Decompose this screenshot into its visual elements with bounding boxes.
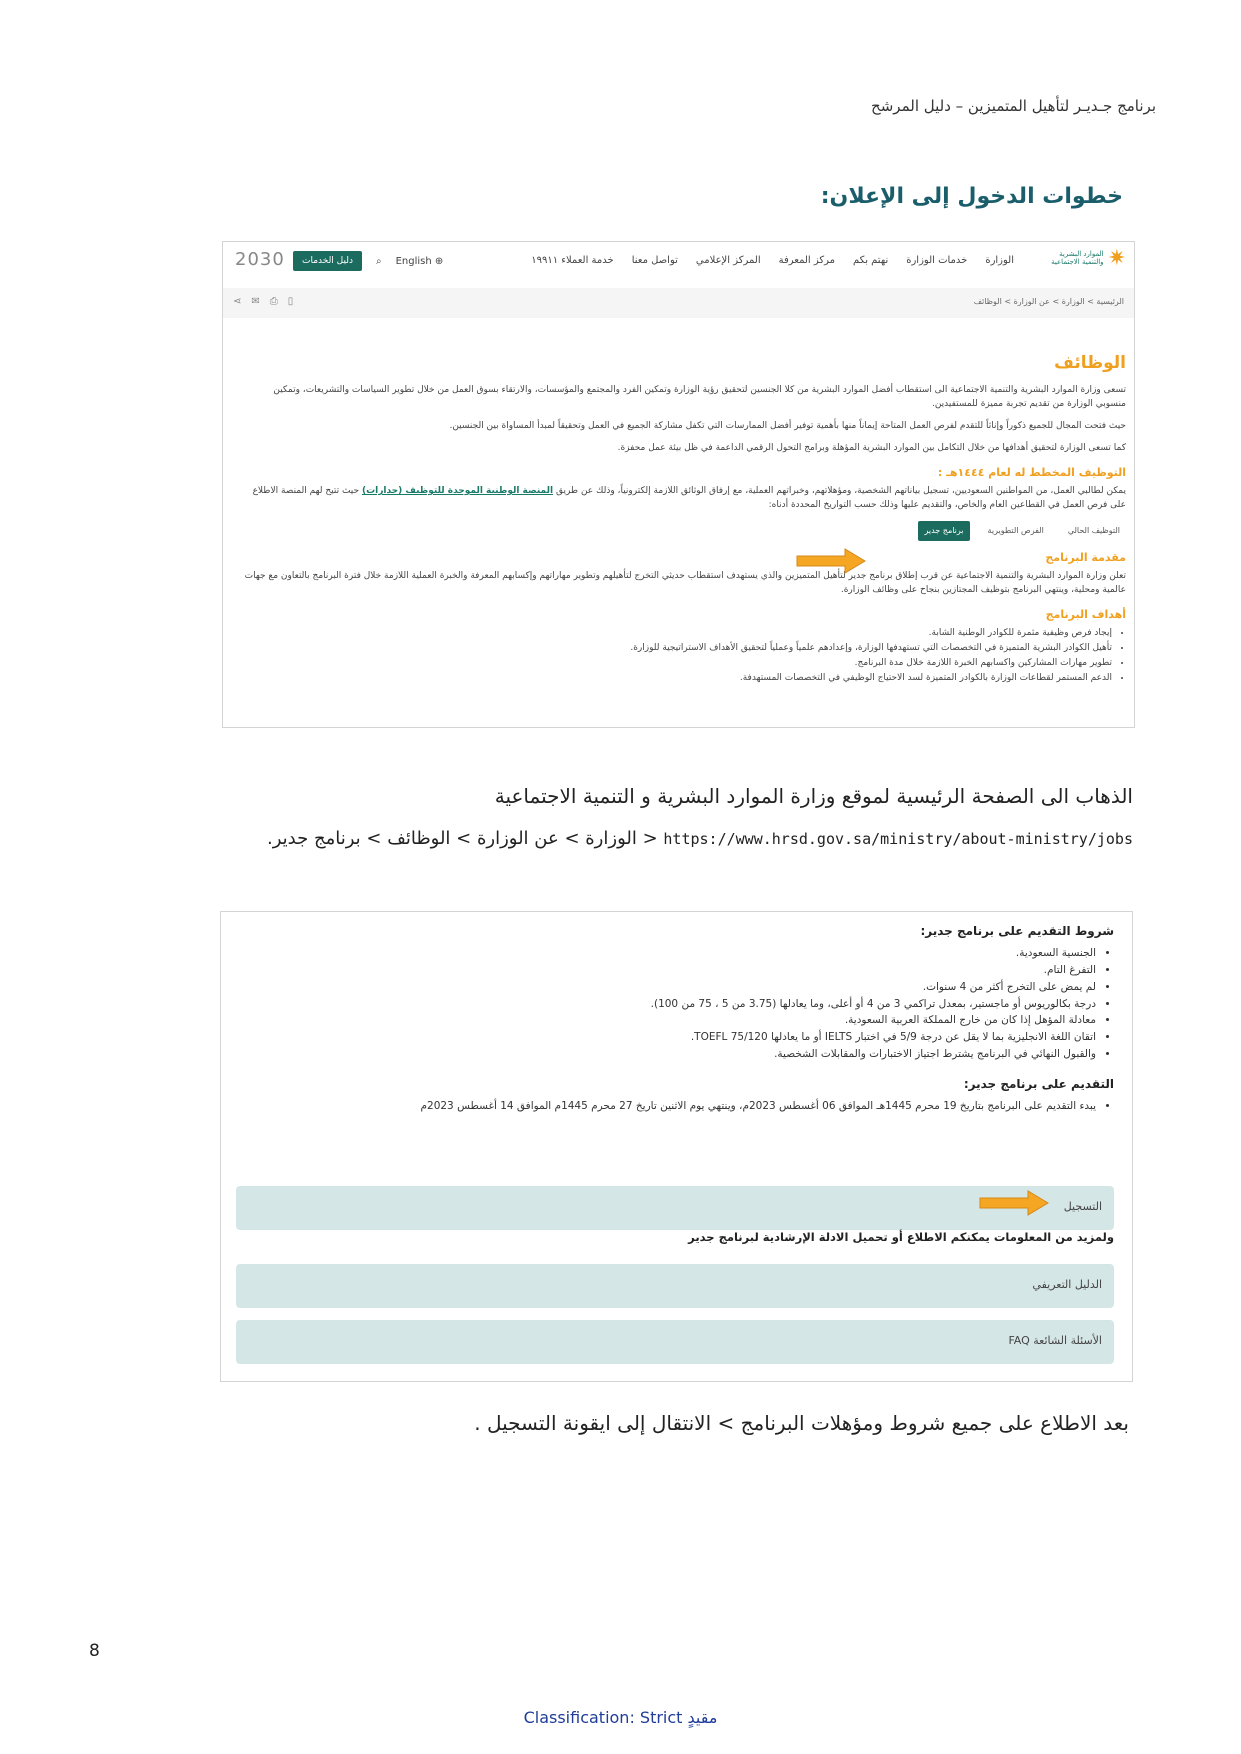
conditions-content [237,918,1114,1115]
jobs-url[interactable]: https://www.hrsd.gov.sa/ministry/about-ministry/jobs [663,830,1133,848]
bookmark-icon[interactable]: ▯ [287,296,304,307]
jadeer-conditions-screenshot [220,911,1133,1382]
logo-text: الموارد البشرية والتنمية الاجتماعية [1051,250,1104,266]
list-item: • لم يمض على التخرج أكثر من 4 سنوات. [237,979,1096,996]
list-item: • تأهيل الكوادر البشرية المتميزة في التخصصات التي تستهدفها الوزارة، وإعدادهم علمياً وعملياً لتحقيق الأهداف الاستراتيجية للوزارة. [241,642,1112,656]
menu-item-contact[interactable]: تواصل معنا [631,255,678,266]
page-number: 8 [89,1641,100,1661]
tab-development[interactable]: الفرص التطويرية [987,526,1044,536]
program-goals-list [241,627,1126,686]
jobs-tabs [241,521,1126,541]
globe-icon: ⊕ [434,255,444,267]
search-icon[interactable]: ⌕ [375,255,382,267]
main-menu [531,255,1014,266]
faq-button[interactable] [236,1320,1114,1364]
apply-heading: التقديم على برنامج جدير: [963,1076,1114,1091]
menu-item-media[interactable]: المركز الإعلامي [695,255,761,266]
services-guide-button[interactable]: دليل الخدمات [293,251,362,271]
menu-item-ministry[interactable]: الوزارة [985,255,1014,266]
arrow-right-icon [795,548,867,574]
tab-jadeer-program[interactable]: برنامج جدير [918,521,969,541]
list-item: • تطوير مهارات المشاركين واكسابهم الخبرة اللازمة خلال مدة البرنامج. [241,657,1112,671]
classification-footer: Classification: Strict مقيدٍ [523,1708,718,1727]
instruction-paragraph-1: الذهاب الى الصفحة الرئيسية لموقع وزارة الموارد البشرية و التنمية الاجتماعية [494,784,1133,808]
goals-paragraph: كما تسعى الوزارة لتحقيق أهدافها من خلال التكامل بين الموارد البشرية المؤهلة وبرامج التحول الرقمي الداعمة في ظل بيئة عمل محفزة. [617,443,1126,454]
page-title: الوظائف [1054,353,1126,373]
vision-2030-logo: 2030 [235,249,285,270]
print-icon[interactable]: ⎙ [269,296,288,307]
jadarat-paragraph: يمكن لطالبي العمل، من المواطنين السعوديين، تسجيل بياناتهم الشخصية، ومؤهلاتهم، وخبراتهم العملية، مع إرفاق الوثائق اللازمة إلكترونياً، وذلك عن طريق المنصة الوطنية الموحدة للتوظيف (جدارات) حيث تتيح لهم المنصة الاطلاع على فرص العمل في القطاعين العام والخاص، والتقديم عليها وذلك حسب التواريخ المحددة أدناه: [252,486,1126,511]
ministry-jobs-screenshot [222,241,1135,728]
arrow-right-icon [978,1190,1050,1216]
share-tools [233,296,303,307]
list-item: • الدعم المستمر لقطاعات الوزارة بالكوادر المتميزة لسد الاحتياج الوظيفي في التخصصات المستهدفة. [241,672,1112,686]
program-goals-heading: أهداف البرنامج [1045,608,1126,622]
conditions-heading: شروط التقديم على برنامج جدير: [920,924,1114,938]
menu-item-services[interactable]: خدمات الوزارة [906,255,968,266]
tab-current-jobs[interactable]: التوظيف الحالي [1067,526,1120,536]
more-info-text: ولمزيد من المعلومات يمكنكم الاطلاع أو تحميل الادلة الإرشادية لبرنامج جدير [688,1230,1114,1244]
list-item: • اتقان اللغة الانجليزية بما لا يقل عن درجة 5/9 في اختبار IELTS أو ما يعادلها TOEFL 75/120. [237,1029,1096,1046]
program-intro-heading: مقدمة البرنامج [1045,551,1126,565]
list-item: • يبدء التقديم على البرنامج بتاريخ 19 محرم 1445هـ الموافق 06 أغسطس 2023م، وينتهي يوم الاثنين تاريخ 27 محرم 1445م الموافق 14 أغسطس 2023م [237,1098,1096,1115]
palm-logo-icon: ✷ [1107,246,1126,271]
ministry-logo[interactable] [1050,248,1126,270]
apply-list [237,1098,1114,1115]
document-header: برنامج جـديـر لتأهيل المتميزين – دليل المرشح [871,97,1156,115]
list-item: • الجنسية السعودية. [237,945,1096,962]
jadarat-link[interactable]: المنصة الوطنية الموحدة للتوظيف (جدارات) [361,486,554,497]
intro-guide-label: الدليل التعريفي [1032,1278,1102,1291]
menu-item-customer-service[interactable]: خدمة العملاء ١٩٩١١ [531,255,614,266]
list-item: • التفرغ التام. [237,962,1096,979]
breadcrumb[interactable]: الرئيسية > الوزارة > عن الوزارة > الوظائف [223,288,1134,318]
list-item: • إيجاد فرص وظيفية مثمرة للكوادر الوطنية الشابة. [241,627,1112,641]
list-item: • درجة بكالوريوس أو ماجستير، بمعدل تراكمي 3 من 4 أو أعلى، وما يعادلها (3.75 من 5 ، 75 من 100). [237,996,1096,1013]
menu-item-care[interactable]: نهتم بكم [853,255,889,266]
intro-paragraph: تسعى وزارة الموارد البشرية والتنمية الاجتماعية الى استقطاب أفضل الموارد البشرية من كلا الجنسين لتحقيق رؤية الوزارة وتمكين الفرد والمجتمع والمؤسسات، والارتقاء بسوق العمل من خلال تطوير السياسات والتشريعات، وتمكين منسوبي الوزارة من تقديم تجربة مميزة للمستفيدين. [273,385,1126,410]
equality-paragraph: حيث فتحت المجال للجميع ذكوراً وإناثاً للتقدم لفرص العمل المتاحة إيماناً منها بأهمية توفير أفضل الممارسات التي تكفل مشاركة الجميع في العمل وتحقيقاً لمبدأ المساواة بين الجنسين. [449,421,1126,432]
jobs-content [241,350,1126,687]
register-label: التسجيل [1063,1200,1102,1213]
nav-tools [293,251,443,271]
list-item: • معادلة المؤهل إذا كان من خارج المملكة العربية السعودية. [237,1012,1096,1029]
share-icon[interactable]: ⋖ [233,296,252,307]
menu-item-knowledge[interactable]: مركز المعرفة [778,255,836,266]
mail-icon[interactable]: ✉ [251,296,270,307]
faq-label: الأسئلة الشائعة FAQ [1008,1334,1102,1347]
language-label: English [395,255,432,267]
section-title: خطوات الدخول إلى الإعلان: [820,184,1123,209]
navigation-path: < الوزارة > عن الوزارة > الوظائف > برنامج جدير. [267,828,658,849]
conditions-list [237,945,1114,1063]
program-intro-paragraph: تعلن وزارة الموارد البشرية والتنمية الاجتماعية عن قرب إطلاق برنامج جدير لتأهيل المتميزين والذي يستهدف استقطاب حديثي التخرج لتأهيلهم وتطوير مهاراتهم وإكسابهم المعرفة والخبرة العملية اللازمة خلال فترة البرنامج بالتعاون مع جهات عالمية ومحلية، وينتهي البرنامج بتوظيف المجتازين بنجاح على وظائف الوزارة. [244,571,1126,596]
site-navbar [223,242,1134,282]
language-switch[interactable] [396,256,444,267]
planned-hiring-heading: التوظيف المخطط له لعام ١٤٤٤هـ : [937,466,1126,480]
list-item: • والقبول النهائي في البرنامج يشترط اجتياز الاختبارات والمقابلات الشخصية. [237,1046,1096,1063]
instruction-paragraph-3: بعد الاطلاع على جميع شروط ومؤهلات البرنامج > الانتقال إلى ايقونة التسجيل . [474,1411,1129,1435]
instruction-paragraph-2 [267,828,1133,849]
intro-guide-button[interactable] [236,1264,1114,1308]
